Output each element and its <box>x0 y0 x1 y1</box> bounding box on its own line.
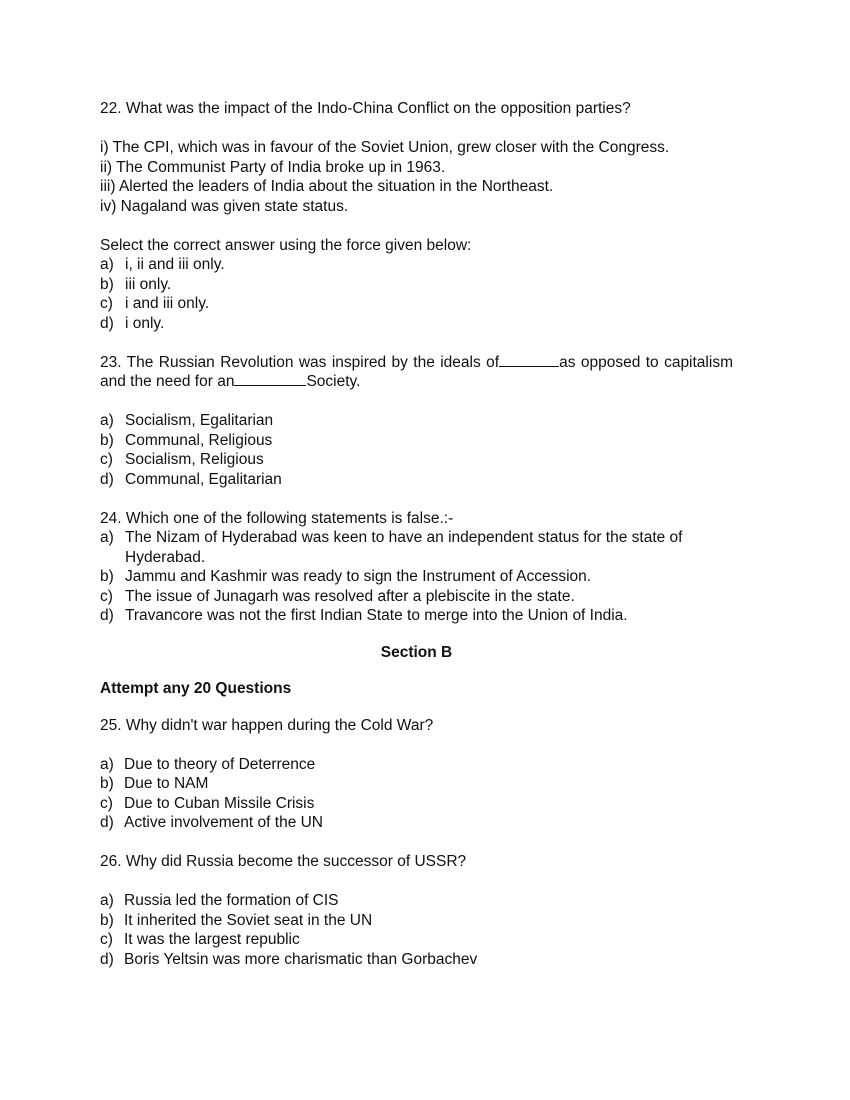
answer-blank <box>234 373 306 386</box>
question-24 <box>100 509 733 626</box>
question-23 <box>100 353 733 490</box>
option-label: a) <box>100 529 114 546</box>
question-text-part: Society. <box>306 373 361 390</box>
option-b <box>100 774 733 794</box>
option-d <box>100 470 733 490</box>
option-d <box>100 813 733 833</box>
option-label: c) <box>100 794 113 812</box>
answer-blank <box>499 354 559 367</box>
answer-instruction: Select the correct answer using the force given below: <box>100 236 472 254</box>
option-text: i only. <box>125 314 165 332</box>
option-text: Travancore was not the first Indian State to merge into the Union of India. <box>125 607 628 624</box>
option-text: Communal, Religious <box>125 431 273 449</box>
statement-item: iv) Nagaland was given state status. <box>100 197 349 215</box>
option-text: The Nizam of Hyderabad was keen to have an independent status for the state of Hyderabad. <box>125 529 683 566</box>
option-text: Boris Yeltsin was more charismatic than Gorbachev <box>124 950 478 968</box>
option-label: b) <box>100 431 114 449</box>
question-25 <box>100 716 733 833</box>
statement-item: i) The CPI, which was in favour of the Soviet Union, grew closer with the Congress. <box>100 139 670 156</box>
option-text: Due to Cuban Missile Crisis <box>124 794 315 812</box>
option-label: d) <box>100 470 114 488</box>
question-text-part: as opposed to capitalism and the need for an <box>100 353 733 390</box>
option-text: Active involvement of the UN <box>124 814 324 831</box>
option-c <box>100 794 733 814</box>
option-label: d) <box>100 814 114 831</box>
statement-item: ii) The Communist Party of India broke up in 1963. <box>100 158 446 176</box>
option-b <box>100 911 733 931</box>
question-text <box>100 353 733 392</box>
option-label: c) <box>100 587 113 605</box>
option-label: d) <box>100 950 114 968</box>
option-text: Socialism, Religious <box>125 451 264 468</box>
option-d <box>100 950 733 970</box>
option-text: Communal, Egalitarian <box>125 470 282 488</box>
option-text: Due to theory of Deterrence <box>124 755 316 773</box>
option-text: It inherited the Soviet seat in the UN <box>124 911 373 929</box>
option-label: c) <box>100 451 113 468</box>
option-label: b) <box>100 911 114 929</box>
option-d <box>100 314 733 334</box>
option-text: Socialism, Egalitarian <box>125 412 274 429</box>
option-a <box>100 755 733 775</box>
option-text: Due to NAM <box>124 775 209 792</box>
exam-page <box>100 99 733 969</box>
option-label: d) <box>100 314 114 332</box>
option-label: b) <box>100 775 114 792</box>
option-label: c) <box>100 295 113 312</box>
option-text: iii only. <box>125 275 172 293</box>
option-b <box>100 275 733 295</box>
option-text: i and iii only. <box>125 295 210 312</box>
statement-item: iii) Alerted the leaders of India about the situation in the Northeast. <box>100 178 554 195</box>
option-c <box>100 450 733 470</box>
option-a <box>100 411 733 431</box>
option-text: i, ii and iii only. <box>125 256 225 273</box>
question-text: 22. What was the impact of the Indo-China Conflict on the opposition parties? <box>100 100 631 117</box>
question-text-part: 23. The Russian Revolution was inspired by the ideals of <box>100 353 500 371</box>
section-title: Section B <box>380 643 453 661</box>
option-a <box>100 891 733 911</box>
option-text: It was the largest republic <box>124 931 300 948</box>
option-b <box>100 431 733 451</box>
option-label: c) <box>100 931 113 948</box>
question-text: 26. Why did Russia become the successor of USSR? <box>100 853 467 870</box>
question-text: 24. Which one of the following statements is false.:- <box>100 509 454 527</box>
option-b <box>100 567 733 587</box>
option-label: a) <box>100 412 114 429</box>
option-c <box>100 930 733 950</box>
section-instruction: Attempt any 20 Questions <box>100 680 292 697</box>
question-22 <box>100 99 733 333</box>
option-a <box>100 255 733 275</box>
option-d <box>100 606 733 626</box>
option-label: a) <box>100 755 114 773</box>
option-text: Jammu and Kashmir was ready to sign the Instrument of Accession. <box>125 568 592 585</box>
option-a <box>100 528 733 567</box>
option-text: The issue of Junagarh was resolved after a plebiscite in the state. <box>125 587 575 605</box>
option-label: a) <box>100 892 114 909</box>
option-text: Russia led the formation of CIS <box>124 892 339 909</box>
option-label: b) <box>100 568 114 585</box>
option-c <box>100 587 733 607</box>
option-label: d) <box>100 607 114 624</box>
option-label: b) <box>100 275 114 293</box>
option-c <box>100 294 733 314</box>
option-label: a) <box>100 256 114 273</box>
question-text: 25. Why didn't war happen during the Cold War? <box>100 716 434 734</box>
question-26 <box>100 852 733 969</box>
